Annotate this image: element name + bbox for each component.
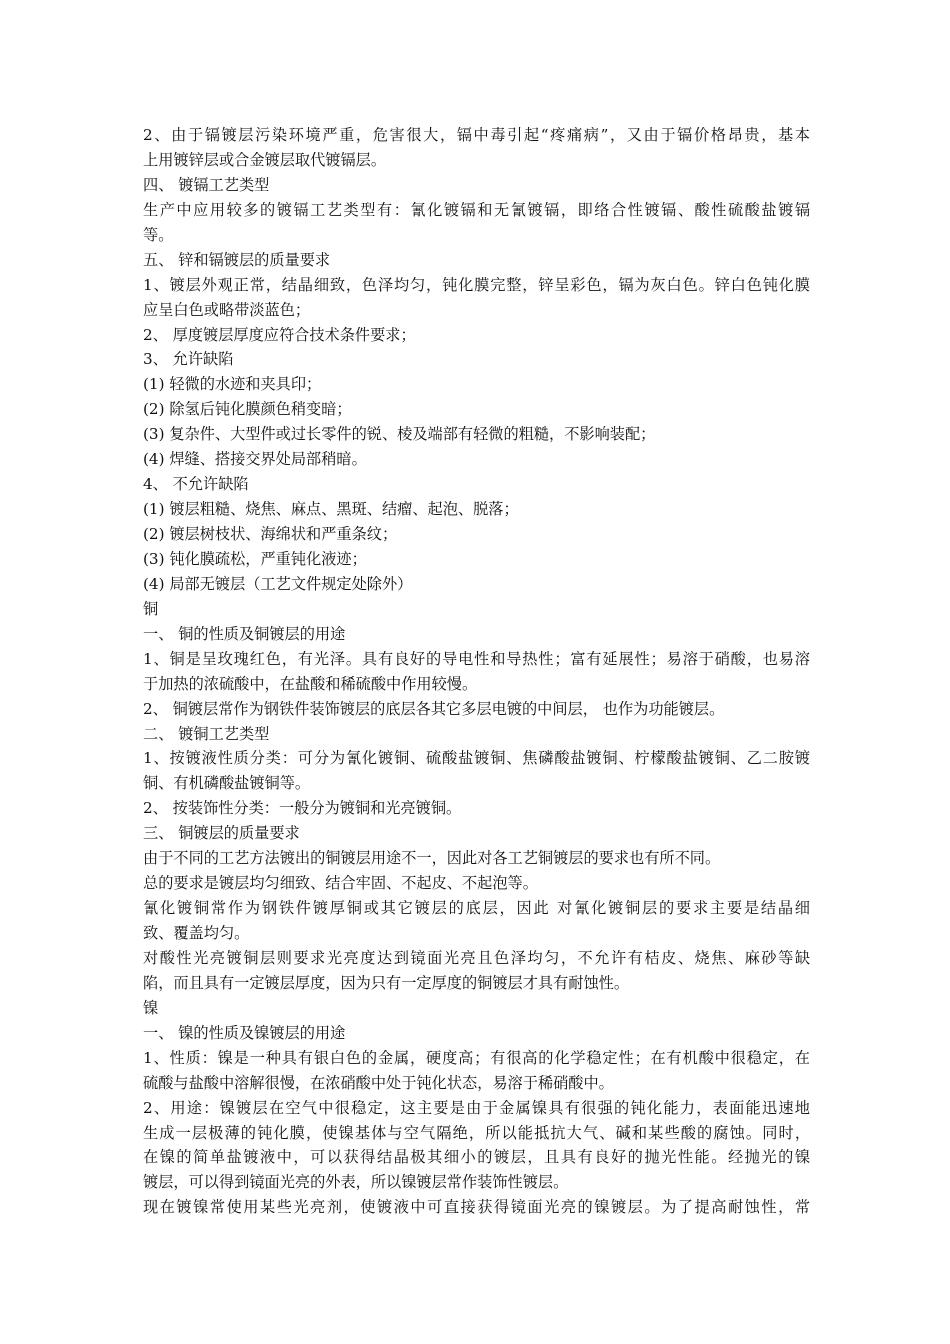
text-line: 一、 镍的性质及镍镀层的用途 bbox=[143, 1023, 346, 1042]
text-line: (4) 焊缝、搭接交界处局部稍暗。 bbox=[143, 450, 367, 469]
text-line: 1、按镀液性质分类：可分为氰化镀铜、硫酸盐镀铜、焦磷酸盐镀铜、柠檬酸盐镀铜、乙二胺镀 bbox=[143, 749, 810, 768]
text-line: (4) 局部无镀层（工艺文件规定处除外） bbox=[143, 574, 413, 593]
text-line: 在镍的简单盐镀液中，可以获得结晶极其细小的镀层，且具有良好的抛光性能。经抛光的镍 bbox=[143, 1148, 810, 1167]
text-line: 应呈白色或略带淡蓝色； bbox=[143, 300, 311, 319]
text-line: 1、铜是呈玫瑰红色，有光泽。具有良好的导电性和导热性；富有延展性；易溶于硝酸，也易溶 bbox=[143, 649, 810, 668]
text-line: 2、 铜镀层常作为钢铁件装饰镀层的底层各其它多层电镀的中间层， 也作为功能镀层。 bbox=[143, 699, 725, 718]
text-line: 3、 允许缺陷 bbox=[143, 350, 234, 369]
text-line: 氰化镀铜常作为钢铁件镀厚铜或其它镀层的底层，因此 对氰化镀铜层的要求主要是结晶细 bbox=[143, 899, 810, 918]
text-line: 陷，而且具有一定镀层厚度，因为只有一定厚度的铜镀层才具有耐蚀性。 bbox=[143, 973, 629, 992]
text-line: 2、 厚度镀层厚度应符合技术条件要求； bbox=[143, 325, 416, 344]
text-line: (2) 镀层树枝状、海绵状和严重条纹； bbox=[143, 525, 398, 543]
text-line: 镀层，可以得到镜面光亮的外表，所以镍镀层常作装饰性镀层。 bbox=[143, 1173, 569, 1192]
text-line: 硫酸与盐酸中溶解很慢，在浓硝酸中处于钝化状态，易溶于稀硝酸中。 bbox=[143, 1073, 614, 1092]
text-line: 五、 锌和镉镀层的质量要求 bbox=[143, 250, 331, 269]
text-line: 铜、有机磷酸盐镀铜等。 bbox=[143, 774, 311, 793]
document-body bbox=[143, 123, 810, 1220]
text-line: 于加热的浓硫酸中，在盐酸和稀硫酸中作用较慢。 bbox=[143, 674, 478, 693]
text-line: (2) 除氢后钝化膜颜色稍变暗； bbox=[143, 400, 352, 419]
text-line: 由于不同的工艺方法镀出的铜镀层用途不一，因此对各工艺铜镀层的要求也有所不同。 bbox=[143, 849, 721, 868]
text-line: 2、由于镉镀层污染环境严重，危害很大，镉中毒引起“疼痛病”，又由于镉价格昂贵，基本 bbox=[143, 126, 810, 144]
text-line: (3) 复杂件、大型件或过长零件的锐、棱及端部有轻微的粗糙，不影响装配； bbox=[143, 425, 656, 444]
text-line: 上用镀锌层或合金镀层取代镀镉层。 bbox=[143, 150, 386, 169]
text-line: 三、 铜镀层的质量要求 bbox=[143, 824, 300, 843]
text-line: 对酸性光亮镀铜层则要求光亮度达到镜面光亮且色泽均匀，不允许有桔皮、烧焦、麻砂等缺 bbox=[143, 948, 810, 967]
text-line: (1) 轻微的水迹和夹具印； bbox=[143, 375, 322, 394]
text-line: 4、 不允许缺陷 bbox=[143, 475, 249, 494]
text-line: 1、镀层外观正常，结晶细致，色泽均匀，钝化膜完整，锌呈彩色，镉为灰白色。锌白色钝化膜 bbox=[143, 275, 810, 294]
text-line: 2、 按装饰性分类：一般分为镀铜和光亮镀铜。 bbox=[143, 799, 462, 818]
text-line: 现在镀镍常使用某些光亮剂，使镀液中可直接获得镜面光亮的镍镀层。为了提高耐蚀性，常 bbox=[143, 1198, 810, 1217]
text-line: 铜 bbox=[143, 599, 159, 618]
text-line: 二、 镀铜工艺类型 bbox=[143, 724, 270, 743]
text-line: 生产中应用较多的镀镉工艺类型有：氰化镀镉和无氰镀镉，即络合性镀镉、酸性硫酸盐镀镉 bbox=[143, 200, 810, 219]
text-line: 总的要求是镀层均匀细致、结合牢固、不起皮、不起泡等。 bbox=[143, 874, 538, 893]
text-line: (3) 钝化膜疏松，严重钝化液迹； bbox=[143, 549, 367, 568]
text-line: 等。 bbox=[143, 225, 174, 244]
text-line: (1) 镀层粗糙、烧焦、麻点、黑斑、结瘤、起泡、脱落； bbox=[143, 500, 519, 519]
text-line: 一、 铜的性质及铜镀层的用途 bbox=[143, 624, 346, 643]
text-line: 镍 bbox=[143, 998, 159, 1017]
text-line: 生成一层极薄的钝化膜，使镍基体与空气隔绝，所以能抵抗大气、碱和某些酸的腐蚀。同时， bbox=[143, 1123, 810, 1142]
text-line: 2、用途：镍镀层在空气中很稳定，这主要是由于金属镍具有很强的钝化能力，表面能迅速地 bbox=[143, 1098, 810, 1117]
text-line: 四、 镀镉工艺类型 bbox=[143, 175, 270, 194]
text-line: 致、覆盖均匀。 bbox=[143, 924, 250, 942]
text-line: 1、性质：镍是一种具有银白色的金属，硬度高；有很高的化学稳定性；在有机酸中很稳定，在 bbox=[143, 1048, 810, 1067]
